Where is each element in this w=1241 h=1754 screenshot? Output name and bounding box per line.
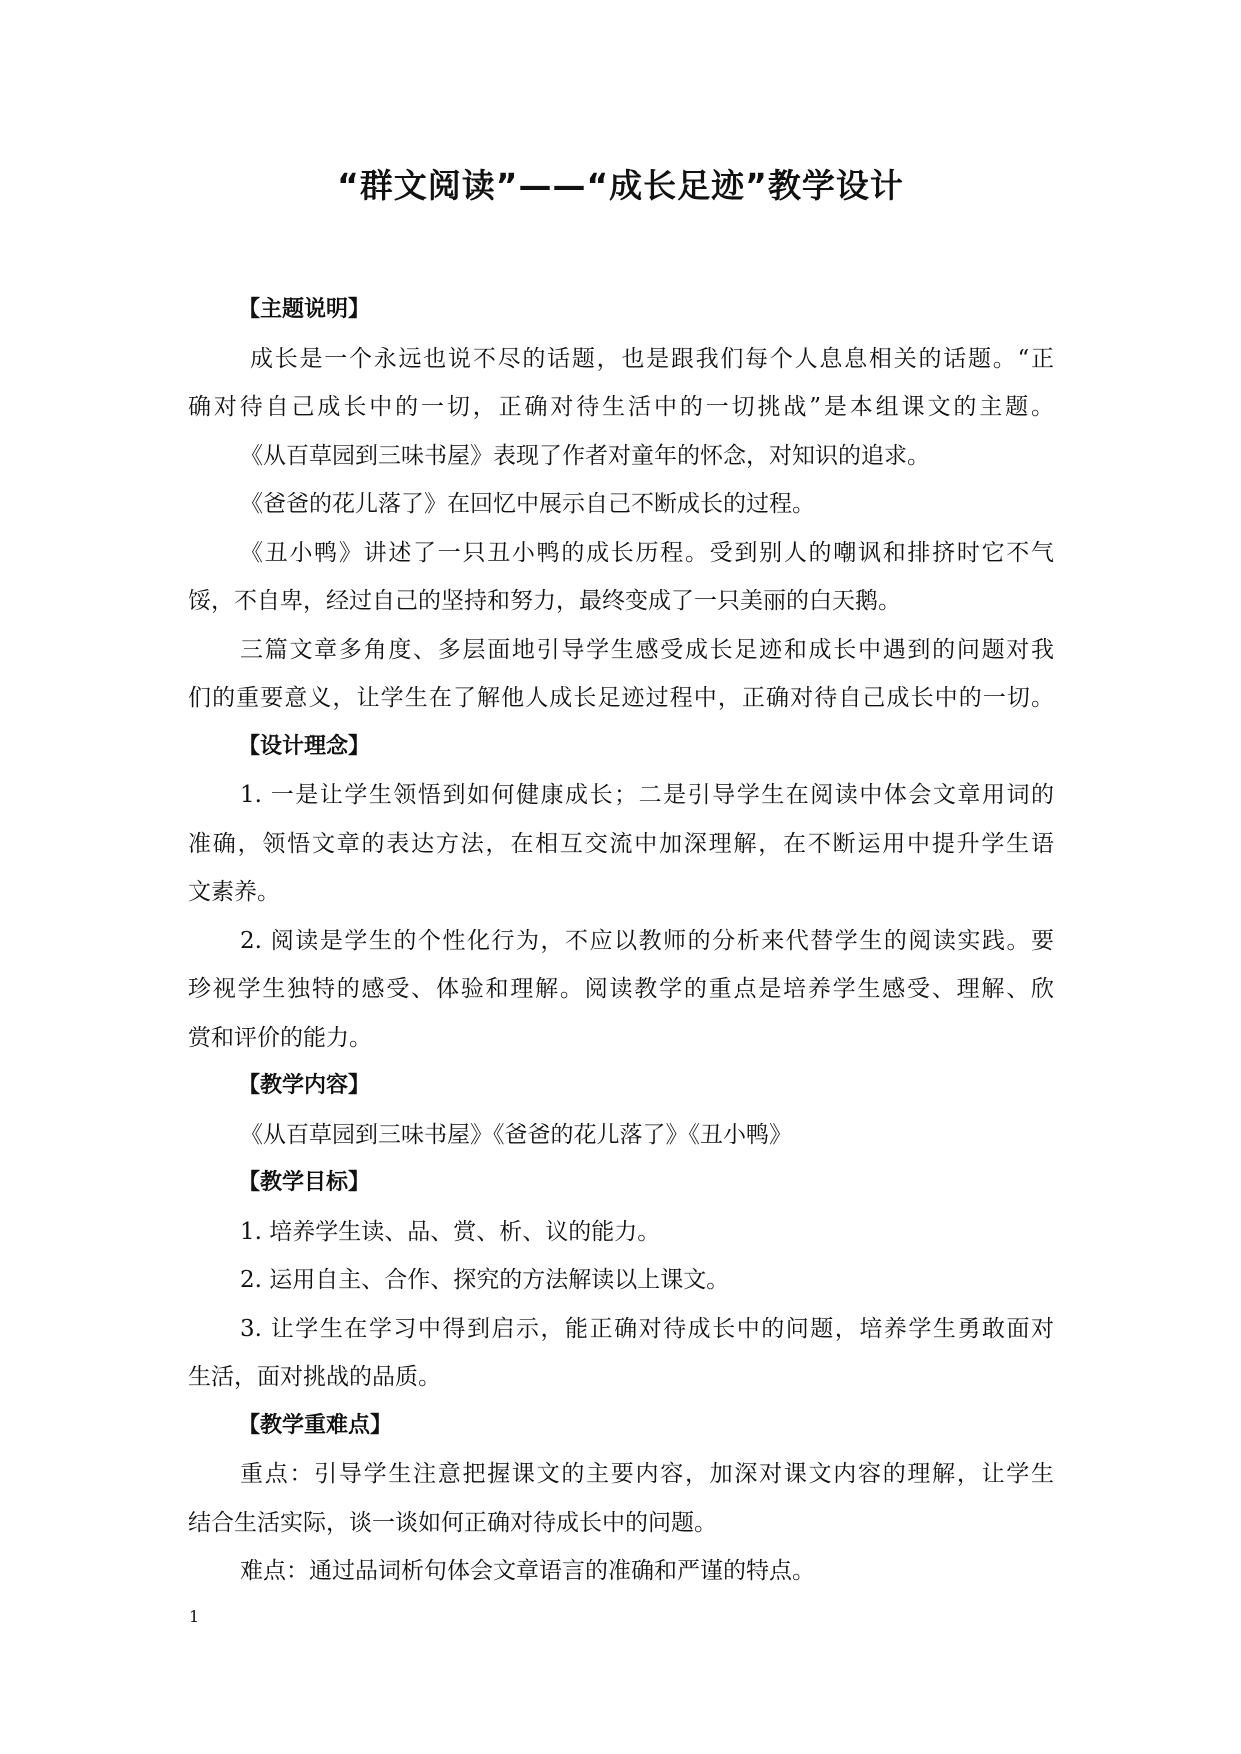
goal-item-3-line-1: 3. 让学生在学习中得到启示，能正确对待成长中的问题，培养学生勇敢面对 bbox=[240, 1315, 1054, 1342]
document-title: “群文阅读”——“成长足迹”教学设计 bbox=[337, 166, 904, 205]
page-number: 1 bbox=[189, 1607, 200, 1626]
theme-paragraph-2: 《从百草园到三味书屋》表现了作者对童年的怀念，对知识的追求。 bbox=[240, 442, 930, 469]
concept-item-1-line-3: 文素养。 bbox=[188, 879, 280, 905]
concept-item-1-line-1: 1. 一是让学生领悟到如何健康成长；二是引导学生在阅读中体会文章用词的 bbox=[240, 782, 1054, 808]
section-heading-key-points: 【教学重难点】 bbox=[238, 1412, 393, 1438]
theme-paragraph-5-line-1: 三篇文章多角度、多层面地引导学生感受成长足迹和成长中遇到的问题对我 bbox=[240, 636, 1054, 663]
goal-item-1: 1. 培养学生读、品、赏、析、议的能力。 bbox=[240, 1218, 661, 1245]
key-point-line-1: 重点：引导学生注意把握课文的主要内容，加深对课文内容的理解，让学生 bbox=[240, 1461, 1054, 1487]
theme-paragraph-4-line-2: 馁，不自卑，经过自己的坚持和努力，最终变成了一只美丽的白天鹅。 bbox=[188, 588, 901, 614]
concept-item-2-line-2: 珍视学生独特的感受、体验和理解。阅读教学的重点是培养学生感受、理解、欣 bbox=[188, 976, 1054, 1002]
concept-item-2-line-3: 赏和评价的能力。 bbox=[188, 1024, 372, 1051]
theme-paragraph-4-line-1: 《丑小鸭》讲述了一只丑小鸭的成长历程。受到别人的嘲讽和排挤时它不气 bbox=[240, 539, 1054, 566]
theme-paragraph-1-line-2: 确对待自己成长中的一切，正确对待生活中的一切挑战”是本组课文的主题。 bbox=[188, 394, 1054, 420]
content-text: 《从百草园到三味书屋》《爸爸的花儿落了》《丑小鸭》 bbox=[240, 1121, 792, 1148]
concept-item-1-line-2: 准确，领悟文章的表达方法，在相互交流中加深理解，在不断运用中提升学生语 bbox=[188, 830, 1054, 857]
concept-item-2-line-1: 2. 阅读是学生的个性化行为，不应以教师的分析来代替学生的阅读实践。要 bbox=[240, 927, 1054, 954]
theme-paragraph-1-line-1: 成长是一个永远也说不尽的话题，也是跟我们每个人息息相关的话题。“正 bbox=[250, 345, 1054, 372]
theme-paragraph-3: 《爸爸的花儿落了》在回忆中展示自己不断成长的过程。 bbox=[240, 491, 815, 517]
key-point-line-2: 结合生活实际，谈一谈如何正确对待成长中的问题。 bbox=[188, 1509, 717, 1536]
goal-item-2: 2. 运用自主、合作、探究的方法解读以上课文。 bbox=[240, 1267, 730, 1293]
difficult-point: 难点：通过品词析句体会文章语言的准确和严谨的特点。 bbox=[240, 1558, 815, 1584]
section-heading-goals: 【教学目标】 bbox=[238, 1170, 371, 1195]
goal-item-3-line-2: 生活，面对挑战的品质。 bbox=[188, 1364, 441, 1390]
theme-paragraph-5-line-2: 们的重要意义，让学生在了解他人成长足迹过程中，正确对待自己成长中的一切。 bbox=[188, 685, 1054, 711]
section-heading-content: 【教学内容】 bbox=[238, 1073, 371, 1098]
document-body bbox=[188, 286, 1054, 1596]
section-heading-theme: 【主题说明】 bbox=[238, 297, 371, 322]
section-heading-concept: 【设计理念】 bbox=[238, 733, 371, 759]
